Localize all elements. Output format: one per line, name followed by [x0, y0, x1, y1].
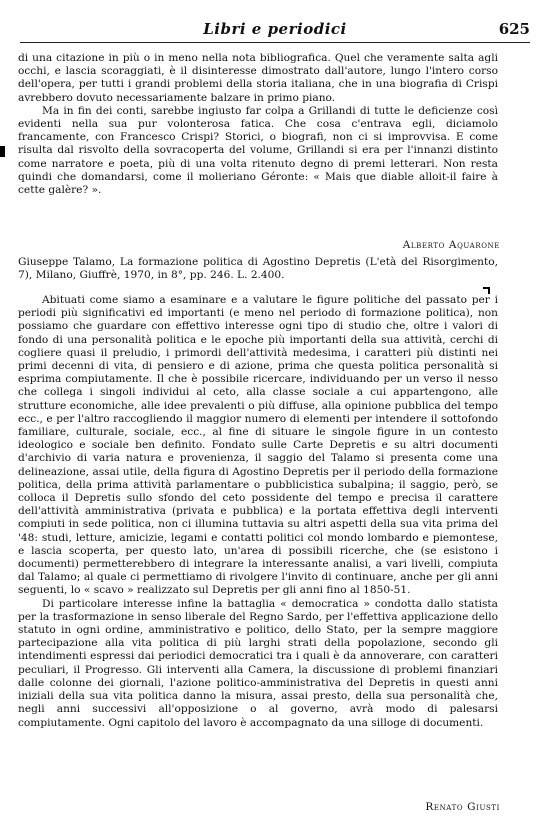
running-header — [20, 20, 530, 43]
review2-paragraph: Di particolare interesse infine la battaglia « democratica » condotta dallo statista per la trasformazione in senso liberale del Regno Sardo, per l'effettiva applicazione dello statuto in ogni ordine, amministrativo e politico, dello Stato, per la sempre maggiore partecipazione alla vita politica di più larghi strati della popolazione, secondo gli intendimenti espressi dai periodici democratici tra i quali è da annoverare, con caratteri peculiari, il Progresso. Gli interventi alla Camera, la discussione di problemi finanziari dalle colonne dei giornali, l'azione politico-amministrativa del Depretis in questi anni iniziali della sua vita politica danno la misura, assai presto, della sua personalità che, negli anni successivi all'opposizione o al governo, avrà modo di palesarsi compiutamente. Ogni capitolo del lavoro è accompagnato da una silloge di documenti. — [18, 597, 498, 729]
review1-signature: Alberto Aquarone — [402, 239, 500, 251]
page-number: 625 — [498, 20, 530, 38]
header-title: Libri e periodici — [203, 20, 347, 38]
review2-citation: Giuseppe Talamo, La formazione politica di Agostino Depretis (L'età del Risorgimento, 7), Milano, Giuffrè, 1970, in 8°, pp. 246. L. 2.400. — [18, 256, 498, 282]
review2-citation-block — [18, 256, 498, 282]
corner-mark — [483, 287, 490, 294]
margin-mark — [0, 146, 5, 157]
review2-body — [18, 294, 498, 730]
review1-body — [18, 52, 498, 197]
review1-paragraph: Ma in fin dei conti, sarebbe ingiusto far colpa a Grillandi di tutte le deficienze così evidenti nella sua pur volonterosa fatica. Che cosa c'entrava egli, diciamolo francamente, con Francesco Crispi? Storici, o biografi, non ci si improvvisa. E come risulta dal risvolto della sovracoperta del volume, Grillandi si era per l'innanzi distinto come narratore e poeta, più di una volta ritenuto degno di premi letterari. Non resta quindi che domandarsi, come il molieriano Géronte: « Mais que diable alloit-il faire à cette galère? ». — [18, 104, 498, 197]
review1-paragraph: di una citazione in più o in meno nella nota bibliografica. Quel che veramente salta agli occhi, e lascia scoraggiati, è il disinteresse dimostrato dall'autore, lungo l'intero corso dell'opera, per tutti i grandi problemi della storia italiana, che in una biografia di Crispi avrebbero dovuto necessariamente balzare in primo piano. — [18, 52, 498, 104]
review2-paragraph: Abituati come siamo a esaminare e a valutare le figure politiche del passato per i periodi più significativi ed importanti (e meno nel periodo di formazione politica), non possiamo che guardare con effettivo interesse ogni tipo di studio che, oltre i valori di fondo di una personalità politica e le epoche più importanti della sua attività, cerchi di cogliere quasi il preludio, i primordi dell'attività medesima, i caratteri più distinti nei primi decenni di vita, di pensiero e di azione, prima che questa politica personalità si esprima compiutamente. Il che è possibile ricercare, individuando per un verso il nesso che collega i singoli individui al ceto, alla classe sociale a cui appartengono, alle strutture economiche, alle idee prevalenti o più diffuse, alla opinione pubblica del tempo ecc., e per l'altro raccogliendo il maggior numero di elementi per intendere il sottofondo familiare, culturale, sociale, ecc., al fine di situare le singole figure in un contesto ideologico e sociale ben definito. Fondato sulle Carte Depretis e su altri documenti d'archivio di varia natura e provenienza, il saggio del Talamo si presenta come una delineazione, assai utile, della figura di Agostino Depretis per il periodo della formazione politica, della prima attività parlamentare o pubblicistica subalpina; il saggio, però, se colloca il Depretis sullo sfondo del ceto possidente del tempo e precisa il carattere dell'attività amministrativa (privata e pubblica) e la portata effettiva degli interventi compiuti in sede politica, non ci illumina tuttavia su altri aspetti della sua vita prima del '48: studi, letture, amicizie, legami e contatti politici col mondo lombardo e piemontese, e lascia scoperta, per questo lato, un'area di possibili ricerche, che (se esistono i documenti) permetterebbero di integrare la interessante analisi, a vari livelli, compiuta dal Talamo; al quale ci permettiamo di rivolgere l'invito di continuare, anche per gli anni seguenti, lo « scavo » realizzato sul Depretis per gli anni fino al 1850-51. — [18, 294, 498, 597]
review2-signature: Renato Giusti — [425, 801, 500, 813]
